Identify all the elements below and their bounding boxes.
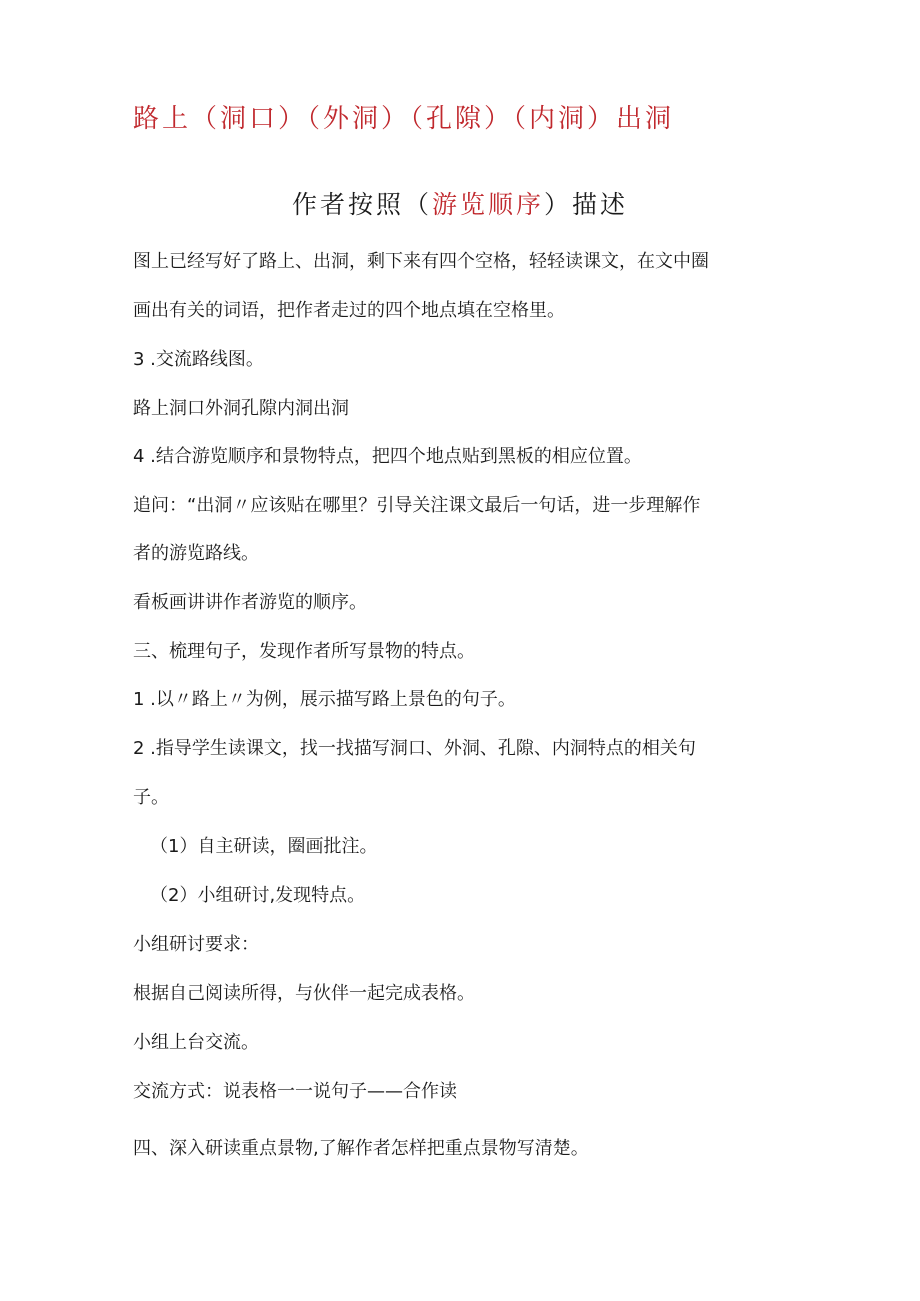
list-item-4: 4 .结合游览顺序和景物特点，把四个地点贴到黑板的相应位置。 — [133, 446, 642, 467]
list-item-1: 1 .以〃路上〃为例，展示描写路上景色的句子。 — [133, 689, 516, 710]
body-line: 图上已经写好了路上、出洞，剩下来有四个空格，轻轻读课文，在文中圈 — [133, 251, 709, 272]
sub-item-2: （2）小组研讨,发现特点。 — [150, 885, 366, 906]
body-line: 小组上台交流。 — [133, 1032, 259, 1053]
section-heading-4: 四、深入研读重点景物,了解作者怎样把重点景物写清楚。 — [133, 1138, 589, 1159]
route-heading: 路上（洞口）（外洞）（孔隙）（内洞）出洞 — [133, 104, 675, 134]
body-line: 者的游览路线。 — [133, 543, 259, 564]
sub-item-1: （1）自主研读，圈画批注。 — [150, 836, 378, 857]
order-heading-highlight: 游览顺序 — [431, 190, 544, 219]
order-heading — [0, 188, 920, 222]
body-line: 根据自己阅读所得，与伙伴一起完成表格。 — [133, 983, 475, 1004]
list-item-2: 2 .指导学生读课文，找一找描写洞口、外洞、孔隙、内洞特点的相关句 — [133, 738, 696, 759]
order-heading-suffix: ）描述 — [544, 190, 629, 219]
body-line: 画出有关的词语，把作者走过的四个地点填在空格里。 — [133, 300, 565, 321]
body-line: 追问：“出洞〃应该贴在哪里？引导关注课文最后一句话，进一步理解作 — [133, 495, 701, 516]
order-heading-prefix: 作者按照（ — [291, 190, 432, 219]
list-item-3: 3 .交流路线图。 — [133, 349, 264, 370]
body-line: 小组研讨要求： — [133, 934, 259, 955]
section-heading-3: 三、梳理句子，发现作者所写景物的特点。 — [133, 641, 475, 662]
body-line: 看板画讲讲作者游览的顺序。 — [133, 592, 367, 613]
route-answer-line: 路上洞口外洞孔隙内洞出洞 — [133, 398, 349, 419]
body-line: 子。 — [133, 787, 169, 808]
body-line: 交流方式：说表格一一说句子——合作读 — [133, 1081, 457, 1102]
